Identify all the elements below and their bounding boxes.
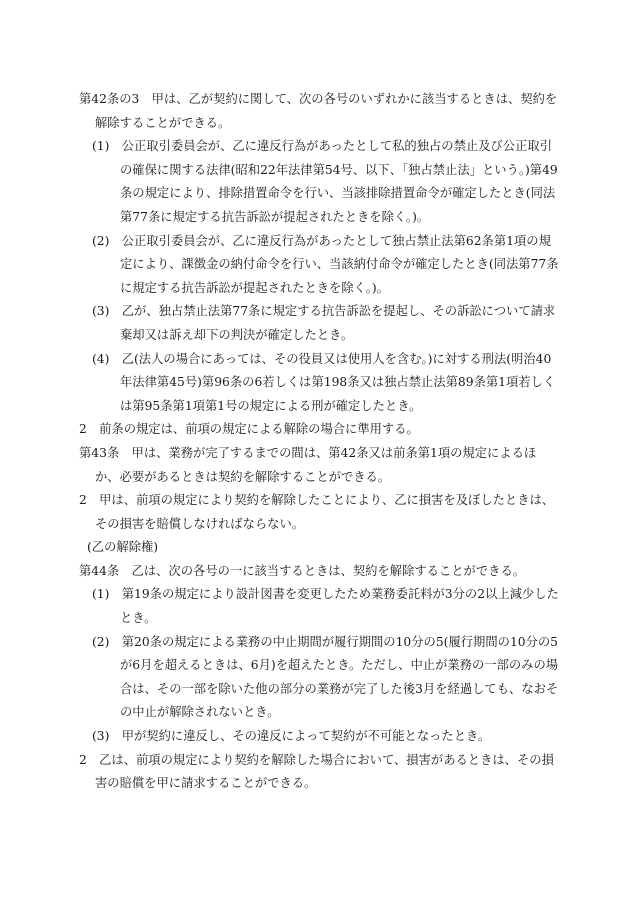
article-42-3-item-3: (3) 乙が、独占禁止法第77条に規定する抗告訴訟を提起し、その訴訟について請求棄却又は訴え却下の判決が確定したとき。: [92, 304, 556, 342]
article-44-paragraph-2: 2 乙は、前項の規定により契約を解除した場合において、損害があるときは、その損害の賠償を甲に請求することができる。: [79, 752, 554, 791]
article-43-paragraph-2: 2 甲は、前項の規定により契約を解除したことにより、乙に損害を及ぼしたときは、その損害を賠償しなければならない。: [79, 493, 555, 531]
article-44-item-1: (1) 第19条の規定により設計図書を変更したため業務委託料が3分の2以上減少したとき。: [92, 587, 559, 626]
article-44-item-2: (2) 第20条の規定による業務の中止期間が履行期間の10分の5(履行期間の10分の5が6月を超えるときは、6月)を超えたとき。ただし、中止が業務の一部のみの場合は、その一部を除いた他の部分の業務が完了した後3月を経過しても、なおその中止が解除されないとき。: [92, 634, 559, 720]
article-44-caption: (乙の解除権): [87, 540, 159, 555]
article-43-paragraph: 第43条 甲は、業務が完了するまでの間は、第42条又は前条第1項の規定によるほか、必要があるときは契約を解除することができる。: [79, 445, 537, 484]
article-42-3-item-4: (4) 乙(法人の場合にあっては、その役員又は使用人を含む。)に対する刑法(明治40年法律第45号)第96条の6若しくは第198条又は独占禁止法第89条第1項若しくは第95条第1項第1号の規定による刑が確定したとき。: [92, 351, 556, 413]
article-42-3-paragraph-2: 2 前条の規定は、前項の規定による解除の場合に準用する。: [79, 422, 419, 437]
article-44-paragraph: 第44条 乙は、次の各号の一に該当するときは、契約を解除することができる。: [79, 563, 526, 578]
article-42-3-item-1: (1) 公正取引委員会が、乙に違反行為があったとして私的独占の禁止及び公正取引の確保に関する法律(昭和22年法律第54号、以下、「独占禁止法」という。)第49条の規定により、排除措置命令を行い、当該排除措置命令が確定したとき(同法第77条に規定する抗告訴訟が提起されたときを除く。)。: [92, 139, 558, 224]
article-42-3-item-2: (2) 公正取引委員会が、乙に違反行為があったとして独占禁止法第62条第1項の規定により、課徴金の納付命令を行い、当該納付命令が確定したとき(同法第77条に規定する抗告訴訟が提起されたときを除く。)。: [92, 233, 559, 295]
article-44-item-3: (3) 甲が契約に違反し、その違反によって契約が不可能となったとき。: [92, 729, 491, 744]
document-body: [79, 88, 559, 796]
article-42-3-paragraph: 第42条の3 甲は、乙が契約に関して、次の各号のいずれかに該当するときは、契約を解除することができる。: [79, 92, 558, 130]
